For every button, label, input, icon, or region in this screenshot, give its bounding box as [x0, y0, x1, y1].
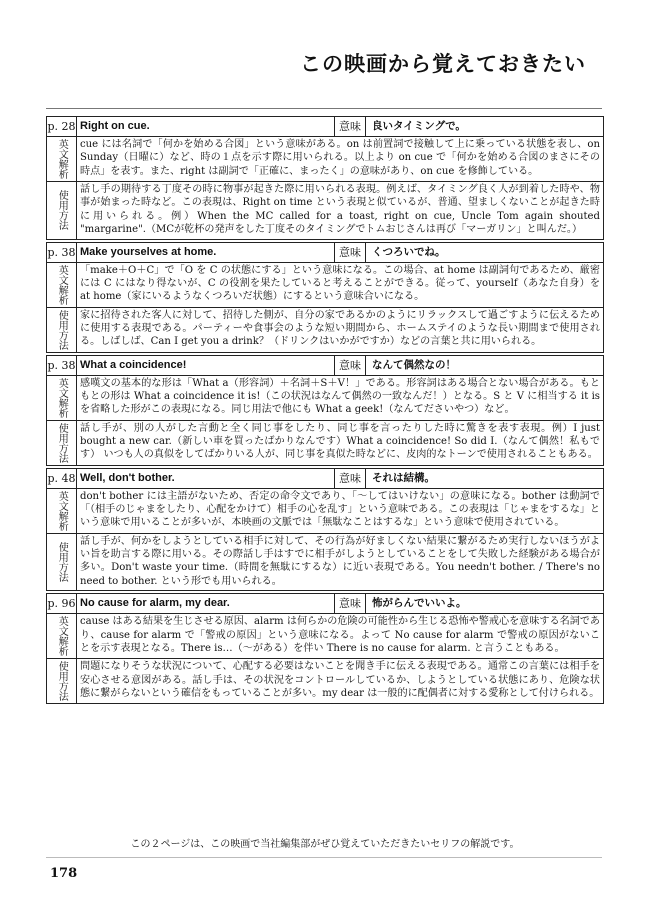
meaning-label: 意味	[335, 594, 366, 613]
meaning-text: なんて偶然なの！	[372, 358, 456, 371]
entry-header	[47, 356, 603, 376]
explanation-row	[47, 489, 603, 533]
explanation-row	[47, 376, 603, 420]
entry-header	[47, 117, 603, 137]
usage-text: 話し手の期待する丁度その時に物事が起きた際に用いられる表現。例えば、タイミング良く人が到着した時や、物事が始まった時など。この表現は、Right on time という表現と似ているが、普通、望ましくないことが起きた時に用いられる。例）When the MC called for a toast, right on cue, Uncle Tom again shouted "margarine".（MCが乾杯の発声をした丁度そのタイミングでトムおじさんは再び「マーガリン」と叫んだ。）	[80, 184, 600, 236]
usage-text: 話し手が、何かをしようとしている相手に対して、その行為が好ましくない結果に繋がるため実行しないほうがよい旨を助言する際に用いる。その際話し手はすでに相手がしようとしていることをして失敗した経験がある場合が多い。Don't waste your time.（時間を無駄にするな）に近い表現である。You needn't bother. / There's no need to bother. という形でも用いられる。	[80, 535, 600, 587]
footer-note: この２ページは、この映画で当社編集部がぜひ覚えていただきたいセリフの解説です。	[130, 839, 520, 850]
page-ref: p. 96	[47, 594, 77, 613]
top-divider	[46, 108, 602, 109]
explanation-label: 英文解析	[47, 614, 77, 658]
meaning-label: 意味	[335, 117, 366, 136]
phrase-text: Well, don't bother.	[77, 469, 335, 488]
meaning-label: 意味	[335, 469, 366, 488]
phrase-entry	[46, 593, 604, 704]
explanation-text: cause はある結果を生じさせる原因、alarm は何らかの危険の可能性から生じる恐怖や警戒心を意味する名詞であり、cause for alarm で「警戒の原因」という意味になる。よって No cause for alarm で警戒の原因がないことを示す表現となる。There is…（～がある）を伴い There is no cause for alarm. と言うこともある。	[80, 616, 600, 655]
bottom-divider	[46, 857, 602, 858]
usage-row	[47, 420, 603, 465]
usage-row	[47, 181, 603, 239]
entry-header	[47, 594, 603, 614]
meaning-label: 意味	[335, 356, 366, 375]
explanation-text: 感嘆文の基本的な形は「What a（形容詞）＋名詞＋S＋V！」である。形容詞はある場合とない場合がある。もともとの形は What a coincidence it is!（この状況はなんて偶然の一致なんだ！）となる。S と V に相当する it is を省略した形がこの表現になる。同じ用法で他にも What a geek!（なんてださいやつ）など。	[80, 377, 600, 416]
explanation-label: 英文解析	[47, 137, 77, 181]
usage-text: 話し手が、別の人がした言動と全く同じ事をしたり、同じ事を言ったりした時に驚きを表す表現。例）I just bought a new car.（新しい車を買ったばかりなんです）What a coincidence! So did I.（なんて偶然！私もです） いつも人の真似をしてばかりいる人が、同じ事を真似た時などに、皮肉的なトーンで使用されることもある。	[80, 422, 600, 461]
page-ref: p. 48	[47, 469, 77, 488]
phrase-entry	[46, 468, 604, 592]
page-ref: p. 28	[47, 117, 77, 136]
page-number: 178	[50, 866, 78, 881]
usage-label: 使用方法	[47, 659, 77, 703]
explanation-label: 英文解析	[47, 376, 77, 420]
explanation-row	[47, 614, 603, 658]
usage-label: 使用方法	[47, 534, 77, 591]
page-ref: p. 38	[47, 356, 77, 375]
phrase-text: Right on cue.	[77, 117, 335, 136]
page-ref: p. 38	[47, 243, 77, 262]
meaning-text: 良いタイミングで。	[372, 120, 466, 132]
explanation-row	[47, 137, 603, 181]
phrase-text: Make yourselves at home.	[77, 243, 335, 262]
phrase-text: No cause for alarm, my dear.	[77, 594, 335, 613]
phrase-text: What a coincidence!	[77, 356, 335, 375]
explanation-label: 英文解析	[47, 489, 77, 533]
meaning-text: 怖がらんでいいよ。	[372, 597, 467, 610]
meaning-label: 意味	[335, 243, 366, 262]
explanation-row	[47, 263, 603, 307]
meaning-text: それは結構。	[372, 471, 435, 484]
explanation-text: 「make＋O＋C」で「O を C の状態にする」という意味になる。この場合、at home は副詞句であるため、厳密には C にはなり得ないが、C の役割を果たしていると考えることができる。従って、yourself（あなた自身）を at home（家にいるようなくつろいだ状態）にするという意味合いになる。	[80, 264, 600, 303]
explanation-label: 英文解析	[47, 263, 77, 307]
usage-label: 使用方法	[47, 182, 77, 239]
phrase-entry	[46, 242, 604, 353]
usage-label: 使用方法	[47, 308, 77, 352]
usage-text: 問題になりそうな状況について、心配する必要はないことを聞き手に伝える表現である。通常この言葉には相手を安心させる意図がある。話し手は、その状況をコントロールしているか、しようとしている状態にあり、危険な状態に繋がらないという確信をもっていることが多い。my dear は一般的に配偶者に対する愛称として付けられる。	[80, 661, 600, 700]
usage-label: 使用方法	[47, 421, 77, 465]
usage-row	[47, 658, 603, 703]
phrase-entry	[46, 116, 604, 240]
phrase-entry	[46, 355, 604, 466]
entry-header	[47, 469, 603, 489]
usage-text: 家に招待された客人に対して、招待した側が、自分の家であるかのようにリラックスして過ごすように伝えるために使用する表現である。パーティーや食事会のような短い期間から、ホームステイのような長い期間まで使用される。しばしば、Can I get you a drink？（ドリンクはいかがですか）などの言葉と共に用いられる。	[80, 309, 600, 348]
phrase-entries	[46, 116, 604, 704]
page-title: この映画から覚えておきたい	[300, 51, 586, 76]
usage-row	[47, 307, 603, 352]
explanation-text: don't bother には主語がないため、否定の命令文であり、「～してはいけない」の意味になる。bother は動詞で「（相手のじゃまをしたり、心配をかけて）相手の心を乱す」という意味である。この表現は「じゃまをするな」という意味で用いることが多いが、本映画の文脈では「無駄なことはするな」という意味で使用されている。	[80, 490, 600, 529]
usage-row	[47, 533, 603, 591]
explanation-text: cue には名詞で「何かを始める合図」という意味がある。on は前置詞で接触して上に乗っている状態を表し、on Sunday（日曜に）など、時の１点を示す際に用いられる。以上より on cue で「何かを始める合図のまさにその時点」を表す。また、right は副詞で「正確に、まったく」の意味があり、on cue を修飾している。	[80, 139, 600, 177]
entry-header	[47, 243, 603, 263]
meaning-text: くつろいでね。	[372, 245, 446, 258]
